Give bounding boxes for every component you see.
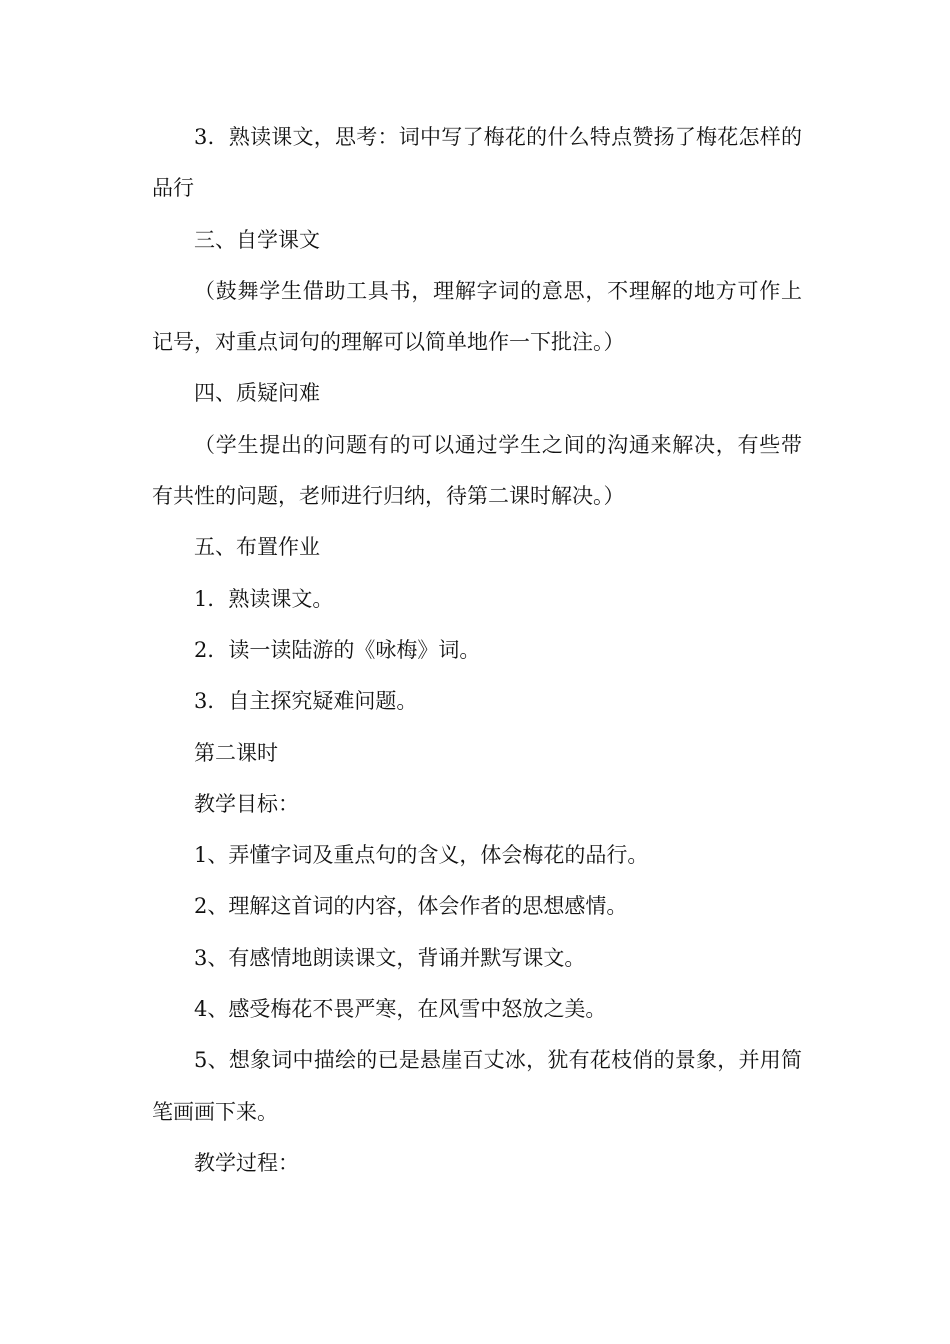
homework-item-2: 2．读一读陆游的《咏梅》词。 <box>194 637 481 662</box>
paragraph-question-3: 3．熟读课文，思考：词中写了梅花的什么特点赞扬了梅花怎样的品行 <box>152 125 802 201</box>
heading-homework: 五、布置作业 <box>194 535 320 560</box>
goal-item-2: 2、理解这首词的内容，体会作者的思想感情。 <box>194 894 628 919</box>
paragraph-self-study-note: （鼓舞学生借助工具书，理解字词的意思，不理解的地方可作上记号，对重点词句的理解可以简单地作一下批注。） <box>152 278 802 355</box>
goal-item-5: 5、想象词中描绘的已是悬崖百丈冰，犹有花枝俏的景象，并用简笔画画下来。 <box>152 1048 802 1124</box>
homework-item-3: 3．自主探究疑难问题。 <box>194 689 418 714</box>
heading-teaching-process: 教学过程： <box>194 1150 299 1175</box>
goal-item-1: 1、弄懂字词及重点句的含义，体会梅花的品行。 <box>194 843 649 868</box>
goal-item-3: 3、有感情地朗读课文，背诵并默写课文。 <box>194 945 586 970</box>
paragraph-questions-note: （学生提出的问题有的可以通过学生之间的沟通来解决，有些带有共性的问题，老师进行归纳，待第二课时解决。） <box>152 432 802 509</box>
document-body <box>152 112 802 1189</box>
heading-teaching-goals: 教学目标： <box>194 791 299 816</box>
heading-questions: 四、质疑问难 <box>194 381 320 406</box>
heading-self-study: 三、自学课文 <box>194 227 320 252</box>
heading-second-lesson: 第二课时 <box>194 740 278 765</box>
goal-item-4: 4、感受梅花不畏严寒，在风雪中怒放之美。 <box>194 997 607 1022</box>
homework-item-1: 1．熟读课文。 <box>194 586 334 611</box>
